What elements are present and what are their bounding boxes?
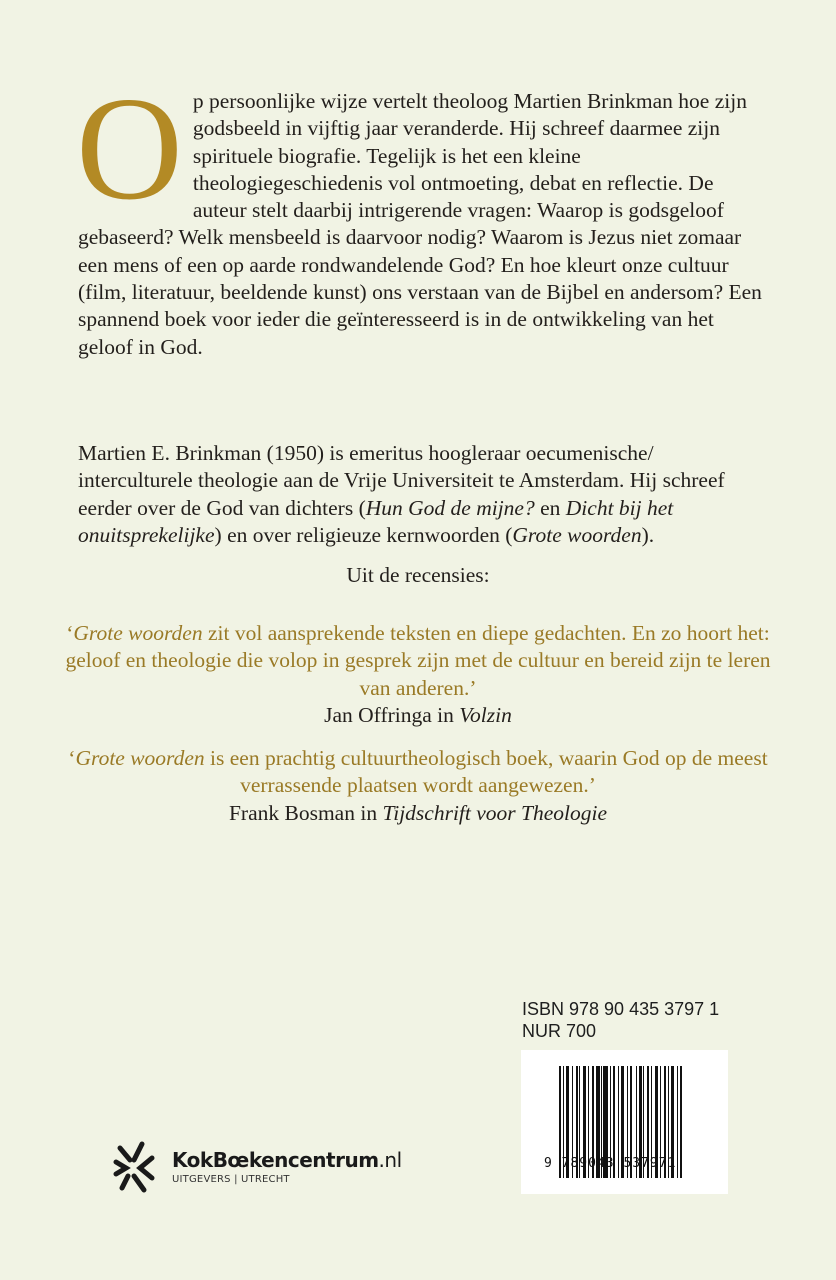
bio-text: en: [534, 495, 566, 520]
isbn-block: [522, 998, 719, 1042]
bio-text: Martien E. Brinkman (1950) is emeritus hoogleraar oecumenische/ interculturele theologie aan de Vrije Universiteit te Amsterdam. Hij schreef eerder over de God van dichters (: [78, 441, 725, 520]
barcode-digits: 9 789043 537971: [544, 1156, 677, 1171]
isbn-number: ISBN 978 90 435 3797 1: [522, 999, 720, 1019]
dropcap: O: [76, 67, 183, 231]
review-source: [60, 800, 776, 827]
publication: Volzin: [459, 702, 512, 727]
publisher-name: KokBœkencentrum: [172, 1147, 379, 1172]
review-quote: [60, 620, 776, 702]
publication: Tijdschrift voor Theologie: [382, 800, 608, 825]
review-source: [60, 702, 776, 729]
book-title: Grote woorden: [73, 621, 203, 645]
quote-mark: ‘: [66, 621, 74, 645]
publisher-tld: .nl: [378, 1147, 402, 1172]
blurb-text: p persoonlijke wijze vertelt theoloog Martien Brinkman hoe zijn godsbeeld in vijftig jaar veranderde. Hij schreef daarmee zijn spirituele biografie. Tegelijk is het een kleine theologiegeschiedenis vol ontmoeting, debat en reflectie. De auteur stelt daarbij intrigerende vragen: Waarop is godsgeloof gebaseerd? Welk mensbeeld is daarvoor nodig? Waarom is Jezus niet zomaar een mens of een op aarde rondwandelende God? En hoe kleurt onze cultuur (film, literatuur, beeldende kunst) ons verstaan van de Bijbel en andersom? Een spannend boek voor ieder die geïnteresseerd is in de ontwikkeling van het geloof in God.: [78, 89, 762, 359]
book-title: Dicht bij het onuitsprekelijke: [78, 495, 674, 547]
kok-boekencentrum-logo-icon: [112, 1138, 158, 1194]
publisher-logo: [112, 1138, 402, 1194]
review: [60, 620, 776, 729]
book-title: Grote woorden: [75, 746, 205, 770]
reviews-heading: Uit de recensies:: [346, 563, 490, 587]
bio-text: ).: [641, 522, 655, 547]
barcode: [521, 1050, 728, 1194]
review-quote: [60, 745, 776, 800]
reviewer: Frank Bosman in: [228, 800, 383, 825]
reviewer: Jan Offringa in: [324, 702, 460, 727]
nur-code: NUR 700: [522, 1021, 597, 1041]
quote-text: zit vol aansprekende teksten en diepe gedachten. En zo hoort het: geloof en theologie die volop in gesprek zijn met de cultuur en bereid zijn te leren van anderen.’: [65, 621, 771, 700]
book-title: Grote woorden: [512, 522, 642, 547]
bio-text: ) en over religieuze kernwoorden (: [214, 522, 513, 547]
quote-mark: ‘: [68, 746, 76, 770]
publisher-subtitle: UITGEVERS | UTRECHT: [172, 1173, 290, 1185]
review: [60, 745, 776, 827]
quote-text: is een prachtig cultuurtheologisch boek, waarin God op de meest verrassende plaatsen wordt aangewezen.’: [204, 746, 768, 798]
blurb: [76, 67, 768, 361]
book-title: Hun God de mijne?: [365, 495, 535, 520]
author-bio: [78, 440, 768, 549]
